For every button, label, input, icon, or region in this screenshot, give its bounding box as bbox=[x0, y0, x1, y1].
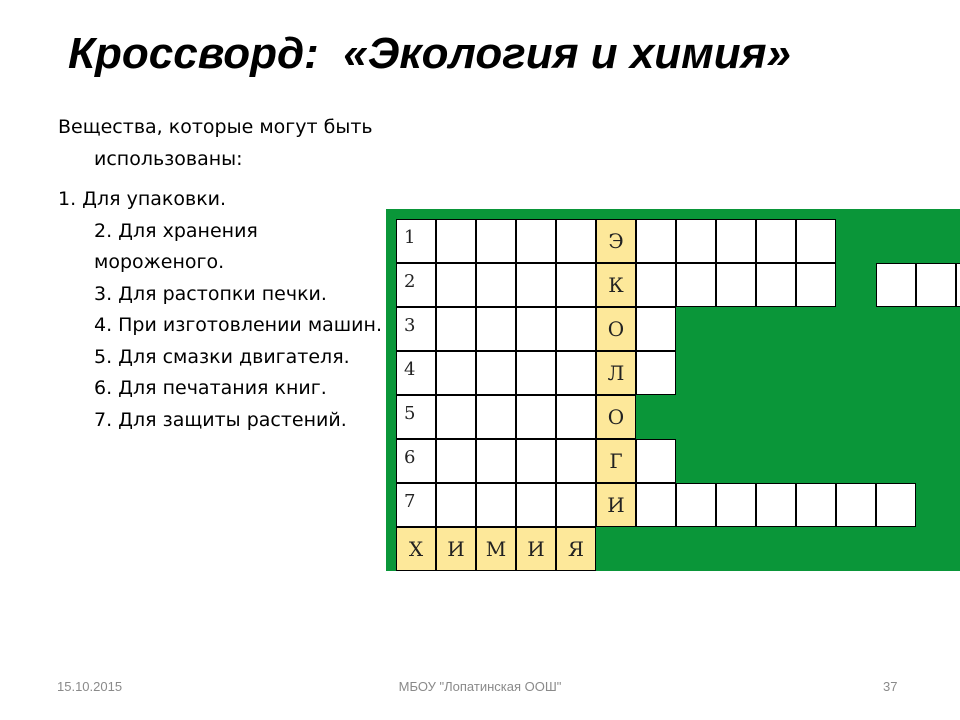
answer-cell[interactable] bbox=[636, 483, 676, 527]
row-number: 1 bbox=[404, 227, 416, 248]
cell-letter: И bbox=[607, 493, 625, 517]
cell-letter: К bbox=[608, 273, 624, 297]
answer-cell[interactable] bbox=[476, 395, 516, 439]
keyword-cell[interactable] bbox=[476, 527, 516, 571]
clue-item bbox=[58, 279, 388, 311]
cell-letter: Х bbox=[408, 537, 424, 561]
answer-cell[interactable] bbox=[716, 483, 756, 527]
keyword-cell[interactable] bbox=[436, 527, 476, 571]
clue-number: 7. bbox=[94, 408, 113, 431]
row-number: 7 bbox=[404, 491, 416, 512]
keyword-cell[interactable] bbox=[516, 527, 556, 571]
clue-number-cell bbox=[396, 219, 436, 263]
answer-cell[interactable] bbox=[876, 263, 916, 307]
answer-cell[interactable] bbox=[436, 263, 476, 307]
keyword-cell[interactable] bbox=[596, 439, 636, 483]
answer-cell[interactable] bbox=[796, 219, 836, 263]
clue-number: 1. bbox=[58, 188, 77, 210]
clue-number-cell bbox=[396, 483, 436, 527]
keyword-cell[interactable] bbox=[596, 351, 636, 395]
clues-panel bbox=[58, 112, 388, 436]
answer-cell[interactable] bbox=[436, 219, 476, 263]
answer-cell[interactable] bbox=[636, 219, 676, 263]
cell-letter: Э bbox=[608, 229, 624, 253]
answer-cell[interactable] bbox=[516, 307, 556, 351]
cell-letter: О bbox=[607, 317, 625, 341]
clue-text: Для растопки печки. bbox=[118, 282, 327, 305]
clue-text: Для хранения мороженого. bbox=[94, 219, 258, 273]
answer-cell[interactable] bbox=[556, 439, 596, 483]
cell-letter: Л bbox=[607, 361, 625, 385]
answer-cell[interactable] bbox=[636, 351, 676, 395]
answer-cell[interactable] bbox=[796, 263, 836, 307]
answer-cell[interactable] bbox=[636, 263, 676, 307]
clue-text: Для печатания книг. bbox=[118, 377, 327, 399]
cell-letter: О bbox=[607, 405, 625, 429]
answer-cell[interactable] bbox=[676, 263, 716, 307]
answer-cell[interactable] bbox=[676, 219, 716, 263]
clue-number: 4. bbox=[94, 314, 113, 336]
answer-cell[interactable] bbox=[916, 263, 956, 307]
answer-cell[interactable] bbox=[516, 263, 556, 307]
answer-cell[interactable] bbox=[516, 439, 556, 483]
answer-cell[interactable] bbox=[476, 219, 516, 263]
answer-cell[interactable] bbox=[676, 483, 716, 527]
slide-title: Кроссворд: «Экология и химия» bbox=[68, 29, 791, 78]
keyword-cell[interactable] bbox=[556, 527, 596, 571]
answer-cell[interactable] bbox=[956, 263, 960, 307]
footer-page-number: 37 bbox=[883, 679, 898, 694]
intro-text: Вещества, которые могут быть использованы: bbox=[58, 116, 373, 170]
clue-number: 3. bbox=[94, 282, 113, 305]
keyword-cell[interactable] bbox=[596, 307, 636, 351]
cell-letter: М bbox=[485, 537, 507, 561]
row-number: 3 bbox=[404, 315, 416, 336]
answer-cell[interactable] bbox=[756, 483, 796, 527]
answer-cell[interactable] bbox=[436, 483, 476, 527]
clue-number-cell bbox=[396, 439, 436, 483]
cell-letter: Я bbox=[567, 537, 585, 561]
clue-number: 6. bbox=[94, 377, 113, 399]
answer-cell[interactable] bbox=[516, 395, 556, 439]
clue-text: Для защиты растений. bbox=[118, 408, 347, 431]
clue-item bbox=[58, 342, 388, 374]
footer-organization: МБОУ "Лопатинская ООШ" bbox=[398, 679, 562, 694]
row-number: 2 bbox=[404, 271, 416, 292]
answer-cell[interactable] bbox=[636, 439, 676, 483]
clue-number: 2. bbox=[94, 219, 113, 242]
footer-date: 15.10.2015 bbox=[57, 679, 123, 694]
answer-cell[interactable] bbox=[516, 219, 556, 263]
clue-item bbox=[58, 405, 388, 437]
answer-cell[interactable] bbox=[476, 483, 516, 527]
answer-cell[interactable] bbox=[756, 219, 796, 263]
answer-cell[interactable] bbox=[836, 483, 876, 527]
answer-cell[interactable] bbox=[476, 351, 516, 395]
crossword-grid bbox=[386, 209, 960, 571]
clue-item bbox=[58, 373, 388, 405]
keyword-cell[interactable] bbox=[596, 483, 636, 527]
clue-text: Для упаковки. bbox=[82, 188, 227, 210]
answer-cell[interactable] bbox=[796, 483, 836, 527]
clue-list bbox=[58, 184, 388, 436]
keyword-cell[interactable] bbox=[596, 219, 636, 263]
answer-cell[interactable] bbox=[436, 351, 476, 395]
clue-number-cell bbox=[396, 307, 436, 351]
answer-cell[interactable] bbox=[476, 263, 516, 307]
keyword-cell[interactable] bbox=[596, 263, 636, 307]
answer-cell[interactable] bbox=[556, 483, 596, 527]
answer-cell[interactable] bbox=[876, 483, 916, 527]
keyword-cell[interactable] bbox=[396, 527, 436, 571]
clue-item bbox=[58, 216, 388, 279]
answer-cell[interactable] bbox=[556, 351, 596, 395]
answer-cell[interactable] bbox=[716, 219, 756, 263]
clue-text: Для смазки двигателя. bbox=[118, 345, 350, 368]
answer-cell[interactable] bbox=[556, 307, 596, 351]
clue-number: 5. bbox=[94, 345, 113, 368]
cell-letter: Г bbox=[609, 449, 623, 473]
keyword-cell[interactable] bbox=[596, 395, 636, 439]
answer-cell[interactable] bbox=[756, 263, 796, 307]
answer-cell[interactable] bbox=[556, 219, 596, 263]
answer-cell[interactable] bbox=[436, 439, 476, 483]
answer-cell[interactable] bbox=[716, 263, 756, 307]
answer-cell[interactable] bbox=[516, 351, 556, 395]
answer-cell[interactable] bbox=[556, 395, 596, 439]
clue-text: При изготовлении машин. bbox=[118, 314, 382, 336]
clue-number-cell bbox=[396, 351, 436, 395]
row-number: 6 bbox=[404, 447, 416, 468]
cell-letter: И bbox=[447, 537, 465, 561]
answer-cell[interactable] bbox=[436, 395, 476, 439]
answer-cell[interactable] bbox=[636, 307, 676, 351]
clue-item bbox=[58, 310, 388, 342]
answer-cell[interactable] bbox=[516, 483, 556, 527]
answer-cell[interactable] bbox=[476, 307, 516, 351]
row-number: 4 bbox=[404, 359, 416, 380]
cell-letter: И bbox=[527, 537, 545, 561]
answer-cell[interactable] bbox=[436, 307, 476, 351]
clue-item bbox=[58, 184, 388, 216]
answer-cell[interactable] bbox=[556, 263, 596, 307]
row-number: 5 bbox=[404, 403, 416, 424]
clue-number-cell bbox=[396, 395, 436, 439]
answer-cell[interactable] bbox=[476, 439, 516, 483]
clue-number-cell bbox=[396, 263, 436, 307]
